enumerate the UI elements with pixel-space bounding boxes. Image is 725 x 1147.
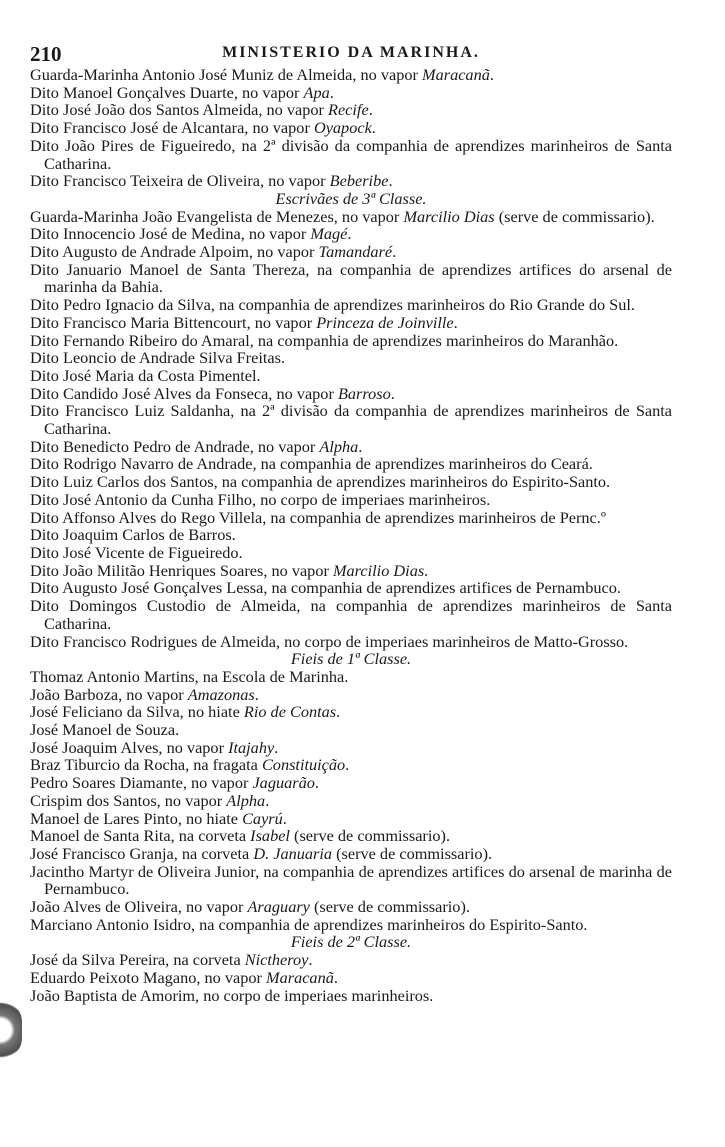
list-entry — [30, 668, 672, 686]
document-body — [30, 66, 672, 1004]
entry-suffix: . — [282, 808, 287, 828]
section-heading: Escrivães de 3ª Classe. — [275, 188, 427, 208]
list-entry — [30, 367, 672, 385]
ship-name: Maracanã — [266, 967, 334, 987]
document-page — [30, 40, 672, 1004]
list-entry — [30, 827, 672, 845]
ship-name: Beberibe — [329, 171, 389, 191]
list-entry — [30, 509, 672, 527]
list-entry — [30, 455, 672, 473]
list-entry — [30, 562, 672, 580]
entry-suffix: . — [358, 436, 363, 456]
list-entry — [30, 314, 672, 332]
list-entry — [30, 916, 672, 934]
section — [30, 933, 672, 1004]
entry-text: Dito Joaquim Carlos de Barros. — [30, 525, 236, 545]
entry-text: Jacintho Martyr de Oliveira Junior, na companhia de aprendizes artifices do arsenal de marinha de Pernambuco. — [30, 861, 672, 899]
entry-suffix: (serve de commissario). — [289, 826, 451, 846]
entry-text: Dito Francisco Maria Bittencourt, no vapor — [30, 312, 317, 332]
entry-suffix: . — [368, 100, 373, 120]
entry-text: Eduardo Peixoto Magano, no vapor — [30, 967, 267, 987]
entry-text: Dito Manoel Gonçalves Duarte, no vapor — [30, 82, 304, 102]
list-entry — [30, 863, 672, 898]
entry-suffix: . — [308, 950, 313, 970]
list-entry — [30, 101, 672, 119]
entry-text: Dito Domingos Custodio de Almeida, na companhia de aprendizes marinheiros de Santa Catharina. — [30, 596, 672, 633]
list-entry — [30, 703, 672, 721]
entry-suffix: . — [329, 82, 334, 102]
entry-suffix: . — [388, 171, 393, 191]
entry-text: Dito Benedicto Pedro de Andrade, no vapor — [30, 436, 320, 456]
section-heading: Fieis de 1ª Classe. — [290, 649, 412, 669]
list-entry — [30, 544, 672, 562]
entry-text: Dito José Antonio da Cunha Filho, no corpo de imperiaes marinheiros. — [30, 489, 491, 509]
list-entry — [30, 491, 672, 509]
ship-name: Alpha — [319, 436, 359, 456]
running-title: MINISTERIO DA MARINHA. — [222, 44, 480, 61]
section-heading: Fieis de 2ª Classe. — [290, 932, 412, 952]
entry-text: Dito José João dos Santos Almeida, no vapor — [30, 100, 329, 120]
entry-text: José Manoel de Souza. — [30, 720, 180, 740]
ship-name: Maracanã — [422, 65, 490, 84]
entry-text: Dito João Pires de Figueiredo, na 2ª divisão da companhia de aprendizes marinheiros de Santa Catharina. — [30, 135, 672, 173]
ship-name: Nictheroy — [244, 950, 309, 970]
list-entry — [30, 261, 672, 296]
entry-text: Dito Pedro Ignacio da Silva, na companhia de aprendizes marinheiros do Rio Grande do Sul. — [30, 295, 635, 315]
entry-suffix: (serve de commissario). — [309, 897, 470, 917]
entry-text: José Francisco Granja, na corveta — [30, 843, 254, 863]
entry-suffix: . — [489, 65, 494, 84]
list-entry — [30, 526, 672, 544]
entry-text: Thomaz Antonio Martins, na Escola de Marinha. — [30, 666, 349, 686]
entry-text: João Barboza, no vapor — [30, 684, 188, 704]
list-entry — [30, 792, 672, 810]
list-entry — [30, 845, 672, 863]
entry-suffix: . — [392, 242, 397, 262]
list-entry — [30, 172, 672, 190]
entry-text: Dito Affonso Alves do Rego Villela, na companhia de aprendizes marinheiros de Pernc.º — [30, 507, 606, 527]
list-entry — [30, 66, 672, 84]
entry-text: Dito Augusto José Gonçalves Lessa, na companhia de aprendizes artifices de Pernambuco. — [30, 578, 621, 598]
entry-text: Dito Francisco Luiz Saldanha, na 2ª divisão da companhia de aprendizes marinheiros de Santa Catharina. — [30, 401, 672, 439]
ship-name: Oyapock — [313, 118, 372, 138]
entry-suffix: . — [254, 684, 259, 704]
list-entry — [30, 225, 672, 243]
entry-text: Dito Francisco Rodrigues de Almeida, no corpo de imperiaes marinheiros de Matto-Grosso. — [30, 631, 629, 651]
entry-text: João Baptista de Amorim, no corpo de imperiaes marinheiros. — [30, 985, 434, 1005]
entry-suffix: . — [424, 560, 429, 580]
section — [30, 190, 672, 650]
entry-text: Crispim dos Santos, no vapor — [30, 790, 227, 810]
ship-name: D. Januaria — [253, 843, 333, 863]
entry-text: Manoel de Santa Rita, na corveta — [30, 826, 251, 846]
entry-suffix: (serve de commissario). — [332, 843, 493, 863]
entry-text: Dito Augusto de Andrade Alpoim, no vapor — [30, 242, 319, 262]
list-entry — [30, 774, 672, 792]
entry-text: João Alves de Oliveira, no vapor — [30, 897, 248, 917]
entry-suffix: . — [371, 118, 376, 138]
list-entry — [30, 756, 672, 774]
page-number: 210 — [30, 42, 62, 66]
ship-name: Itajahy — [228, 737, 275, 757]
list-entry — [30, 137, 672, 172]
ship-name: Jaguarão — [252, 773, 315, 793]
list-entry — [30, 579, 672, 597]
entry-suffix: . — [345, 755, 350, 775]
list-entry — [30, 969, 672, 987]
entry-text: Dito José Maria da Costa Pimentel. — [30, 365, 261, 385]
list-entry — [30, 597, 672, 632]
ship-name: Rio de Contas — [243, 702, 337, 722]
list-entry — [30, 951, 672, 969]
entry-text: Dito Innocencio José de Medina, no vapor — [30, 224, 311, 244]
entry-suffix: . — [274, 737, 279, 757]
section — [30, 66, 672, 190]
entry-suffix: . — [336, 702, 341, 722]
entry-suffix: . — [314, 773, 319, 793]
list-entry — [30, 208, 672, 226]
library-stamp — [0, 1000, 22, 1060]
entry-text: José Joaquim Alves, no vapor — [30, 737, 229, 757]
list-entry — [30, 243, 672, 261]
entry-text: Dito Leoncio de Andrade Silva Freitas. — [30, 348, 286, 368]
entry-text: Dito Luiz Carlos dos Santos, na companhia de aprendizes marinheiros do Espirito-Santo. — [30, 472, 611, 492]
entry-text: Guarda-Marinha João Evangelista de Menezes, no vapor — [30, 206, 404, 226]
entry-text: José da Silva Pereira, na corveta — [30, 950, 245, 970]
list-entry — [30, 898, 672, 916]
entry-text: Dito Januario Manoel de Santa Thereza, na companhia de aprendizes artifices do arsenal de marinha da Bahia. — [30, 259, 672, 297]
list-entry — [30, 686, 672, 704]
list-entry — [30, 987, 672, 1005]
list-entry — [30, 296, 672, 314]
list-entry — [30, 402, 672, 437]
entry-suffix: . — [333, 967, 338, 987]
ship-name: Tamandaré — [318, 242, 393, 262]
entry-text: Dito Francisco Teixeira de Oliveira, no vapor — [30, 171, 330, 191]
list-entry — [30, 332, 672, 350]
list-entry — [30, 119, 672, 137]
list-entry — [30, 438, 672, 456]
ship-name: Marcilio Dias — [332, 560, 425, 580]
entry-text: Guarda-Marinha Antonio José Muniz de Almeida, no vapor — [30, 65, 423, 84]
entry-suffix: . — [265, 790, 270, 810]
entry-text: Dito Francisco José de Alcantara, no vapor — [30, 118, 314, 138]
ship-name: Marcilio Dias — [403, 206, 495, 226]
entry-text: Dito Fernando Ribeiro do Amaral, na companhia de aprendizes marinheiros do Maranhão. — [30, 330, 619, 350]
list-entry — [30, 349, 672, 367]
entry-text: Braz Tiburcio da Rocha, na fragata — [30, 755, 262, 775]
list-entry — [30, 473, 672, 491]
ship-name: Cayrú — [242, 808, 283, 828]
entry-suffix: . — [347, 224, 352, 244]
section — [30, 650, 672, 933]
list-entry — [30, 721, 672, 739]
ship-name: Magé — [310, 224, 348, 244]
list-entry — [30, 739, 672, 757]
list-entry — [30, 810, 672, 828]
ship-name: Araguary — [247, 897, 310, 917]
entry-suffix: . — [453, 312, 458, 332]
ship-name: Barroso — [337, 383, 391, 403]
entry-text: José Feliciano da Silva, no hiate — [30, 702, 244, 722]
entry-text: Pedro Soares Diamante, no vapor — [30, 773, 253, 793]
ship-name: Amazonas — [187, 684, 255, 704]
ship-name: Alpha — [226, 790, 266, 810]
entry-text: Dito José Vicente de Figueiredo. — [30, 542, 243, 562]
entry-suffix: . — [390, 383, 395, 403]
entry-text: Dito João Militão Henriques Soares, no vapor — [30, 560, 333, 580]
ship-name: Princeza de Joinville — [316, 312, 454, 332]
entry-text: Manoel de Lares Pinto, no hiate — [30, 808, 243, 828]
ship-name: Recife — [328, 100, 369, 120]
entry-text: Dito Candido José Alves da Fonseca, no vapor — [30, 383, 338, 403]
entry-text: Marciano Antonio Isidro, na companhia de aprendizes marinheiros do Espirito-Santo. — [30, 914, 588, 934]
ship-name: Constituição — [261, 755, 346, 775]
list-entry — [30, 385, 672, 403]
list-entry — [30, 633, 672, 651]
entry-text: Dito Rodrigo Navarro de Andrade, na companhia de aprendizes marinheiros do Ceará. — [30, 454, 593, 474]
ship-name: Isabel — [250, 826, 290, 846]
list-entry — [30, 84, 672, 102]
entry-suffix: (serve de commissario). — [494, 206, 655, 226]
page-header — [30, 40, 672, 66]
ship-name: Apa — [303, 82, 330, 102]
